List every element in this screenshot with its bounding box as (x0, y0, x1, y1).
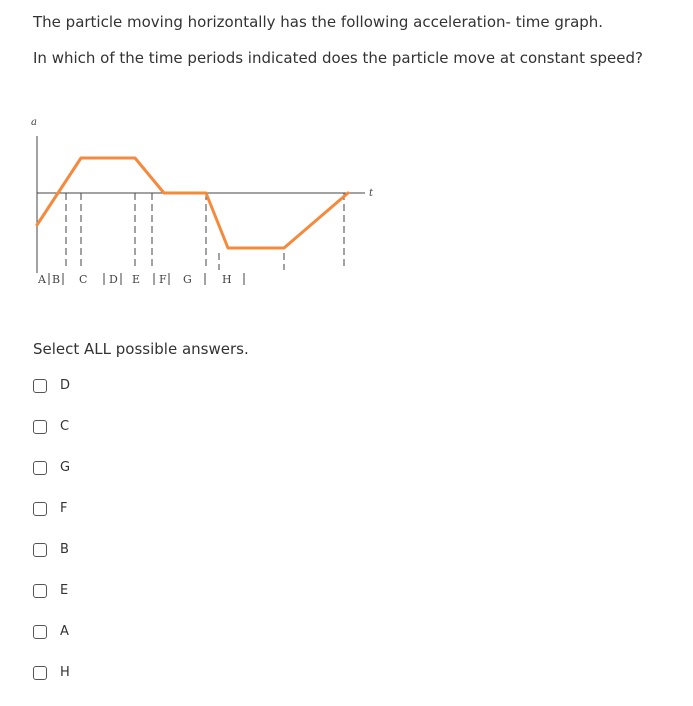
x-axis-label: t (369, 188, 374, 199)
choice-b[interactable] (33, 540, 70, 581)
period-label-c: C (79, 273, 88, 286)
checkbox[interactable] (33, 625, 47, 639)
period-label-d: D (109, 273, 118, 286)
period-label-e: E (132, 273, 141, 286)
period-label-b: B (52, 273, 61, 286)
choice-label: C (60, 419, 70, 434)
checkbox[interactable] (33, 379, 47, 393)
choice-f[interactable] (33, 499, 70, 540)
choice-label: D (60, 378, 71, 393)
checkbox[interactable] (33, 461, 47, 475)
question-line-1: The particle moving horizontally has the following acceleration- time graph. (33, 13, 604, 31)
period-label-g: G (183, 273, 192, 286)
acceleration-curve (37, 158, 348, 248)
choice-g[interactable] (33, 458, 70, 499)
choice-label: H (60, 665, 70, 680)
checkbox[interactable] (33, 584, 47, 598)
choice-label: B (60, 542, 69, 557)
checkbox[interactable] (33, 543, 47, 557)
checkbox[interactable] (33, 502, 47, 516)
period-label-h: H (222, 273, 232, 286)
period-label-a: A (38, 273, 46, 286)
choice-label: A (60, 624, 69, 639)
choice-label: F (60, 501, 68, 516)
checkbox[interactable] (33, 420, 47, 434)
choice-e[interactable] (33, 581, 70, 622)
instruction-text: Select ALL possible answers. (33, 340, 249, 358)
choice-c[interactable] (33, 417, 70, 458)
choice-label: E (60, 583, 69, 598)
choice-label: G (60, 460, 71, 475)
period-label-f: F (159, 273, 167, 286)
choice-h[interactable] (33, 663, 70, 704)
choice-d[interactable] (33, 376, 70, 417)
acceleration-time-graph (28, 108, 378, 293)
choice-a[interactable] (33, 622, 70, 663)
question-line-2: In which of the time periods indicated does the particle move at constant speed? (33, 49, 643, 67)
answer-choices (33, 376, 70, 704)
y-axis-label: a (31, 117, 37, 128)
checkbox[interactable] (33, 666, 47, 680)
